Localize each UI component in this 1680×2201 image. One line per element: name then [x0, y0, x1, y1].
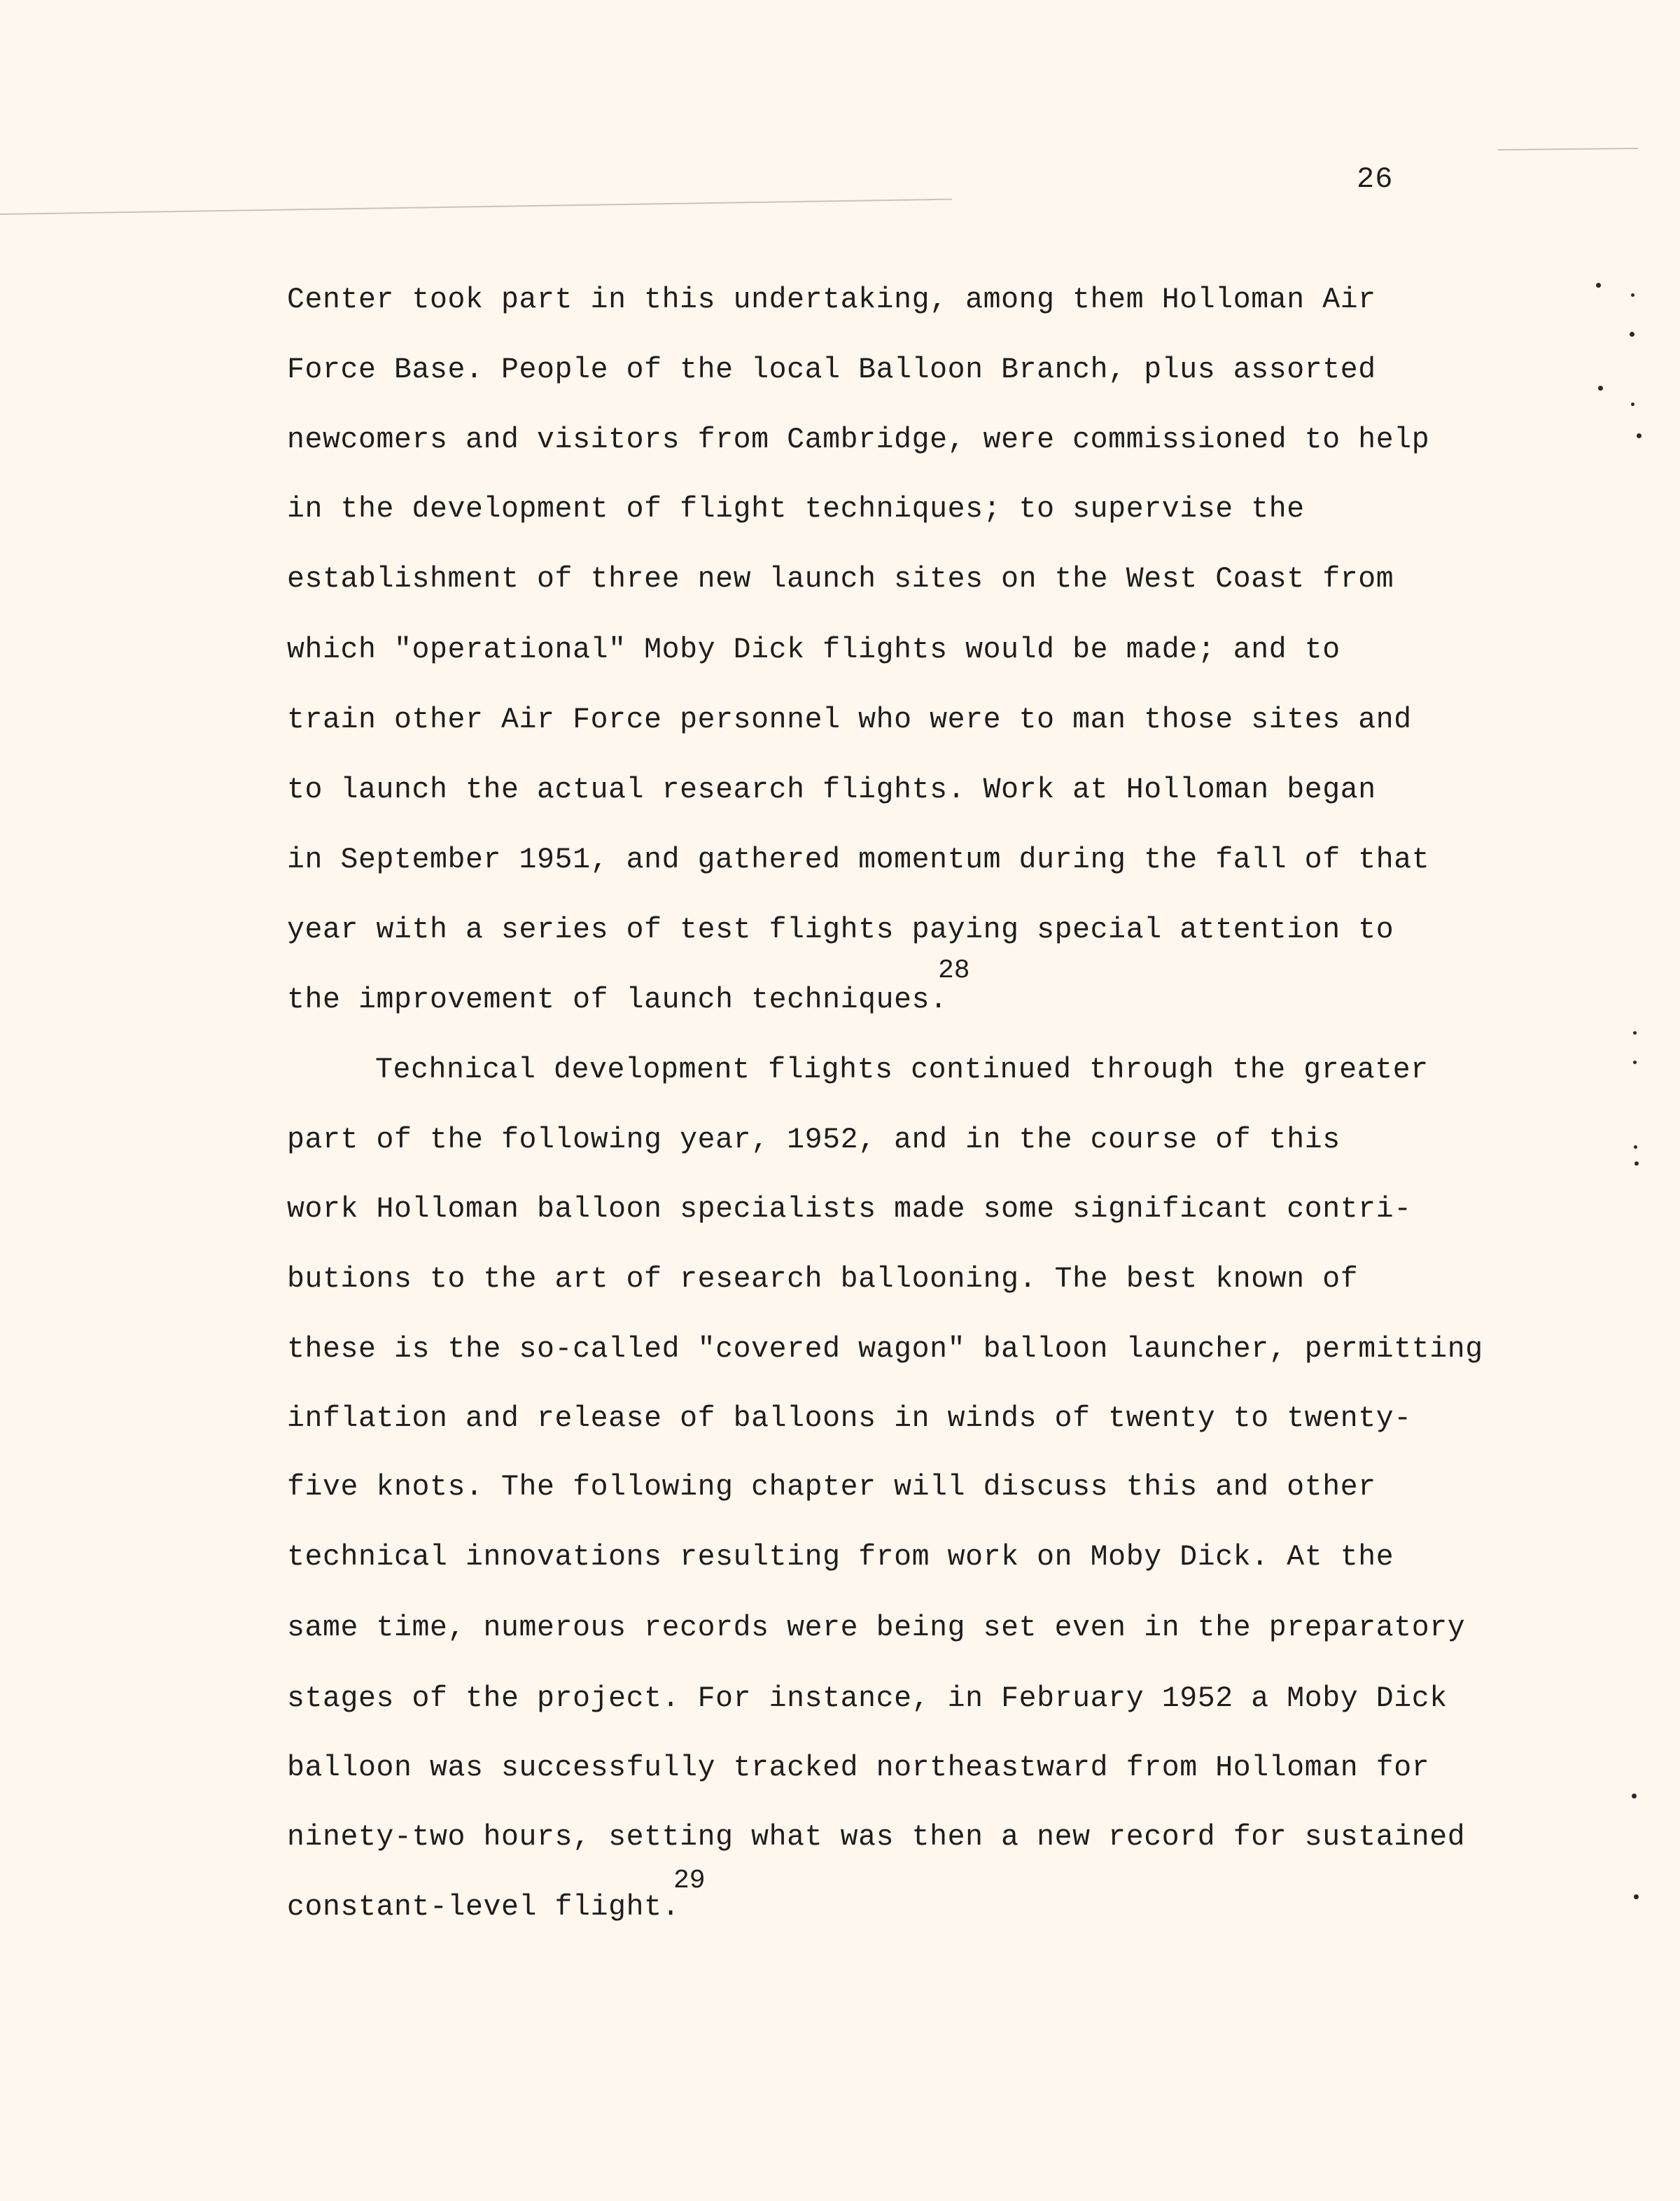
text-line-15: butions to the art of research ballooning. The best known of — [287, 1263, 1359, 1296]
text-line-9: in September 1951, and gathered momentum during the fall of that — [287, 844, 1430, 876]
text-line-16: these is the so-called "covered wagon" balloon launcher, permitting — [287, 1333, 1483, 1366]
paper-speck — [1632, 1794, 1637, 1798]
footnote-marker-29: 29 — [673, 1866, 706, 1896]
text-line-20: same time, numerous records were being set even in the preparatory — [287, 1612, 1466, 1644]
text-line-14: work Holloman balloon specialists made some significant contri- — [287, 1193, 1412, 1226]
page-number: 26 — [1357, 162, 1394, 196]
text-line-7: train other Air Force personnel who were to man those sites and — [287, 704, 1412, 736]
paper-speck — [1631, 293, 1634, 297]
paper-speck — [1631, 403, 1634, 406]
paper-speck — [1634, 1894, 1639, 1899]
top-tear-line — [0, 199, 952, 215]
text-line-21: stages of the project. For instance, in February 1952 a Moby Dick — [287, 1682, 1448, 1715]
paper-speck — [1633, 1031, 1637, 1035]
paper-speck — [1634, 1161, 1639, 1166]
paper-speck — [1596, 283, 1601, 288]
paper-speck — [1634, 1145, 1637, 1149]
text-line-17: inflation and release of balloons in winds of twenty to twenty- — [287, 1402, 1412, 1435]
paper-speck — [1633, 1061, 1637, 1064]
text-line-13: part of the following year, 1952, and in the course of this — [287, 1124, 1340, 1157]
text-line-12: Technical development flights continued through the greater — [375, 1054, 1429, 1086]
text-line-19: technical innovations resulting from work on Moby Dick. At the — [287, 1541, 1394, 1574]
text-line-5: establishment of three new launch sites on the West Coast from — [287, 563, 1394, 596]
text-line-4: in the development of flight techniques; to supervise the — [287, 493, 1305, 526]
text-line-2: Force Base. People of the local Balloon Branch, plus assorted — [287, 354, 1376, 386]
text-line-11: the improvement of launch techniques. — [287, 984, 948, 1016]
paper-speck — [1598, 386, 1603, 391]
text-line-6: which "operational" Moby Dick flights would be made; and to — [287, 634, 1340, 666]
text-line-3: newcomers and visitors from Cambridge, were commissioned to help — [287, 424, 1430, 456]
text-line-18: five knots. The following chapter will discuss this and other — [287, 1471, 1376, 1504]
text-line-1: Center took part in this undertaking, among them Holloman Air — [287, 284, 1376, 316]
footnote-marker-28: 28 — [938, 956, 970, 986]
text-line-23: ninety-two hours, setting what was then a new record for sustained — [287, 1821, 1466, 1854]
text-line-8: to launch the actual research flights. Work at Holloman began — [287, 774, 1376, 806]
right-tear-line — [1498, 148, 1638, 151]
paper-speck — [1630, 332, 1634, 337]
text-line-10: year with a series of test flights paying special attention to — [287, 914, 1394, 946]
text-line-22: balloon was successfully tracked northeastward from Holloman for — [287, 1752, 1430, 1784]
paper-speck — [1637, 433, 1642, 438]
text-line-24: constant-level flight. — [287, 1891, 680, 1924]
